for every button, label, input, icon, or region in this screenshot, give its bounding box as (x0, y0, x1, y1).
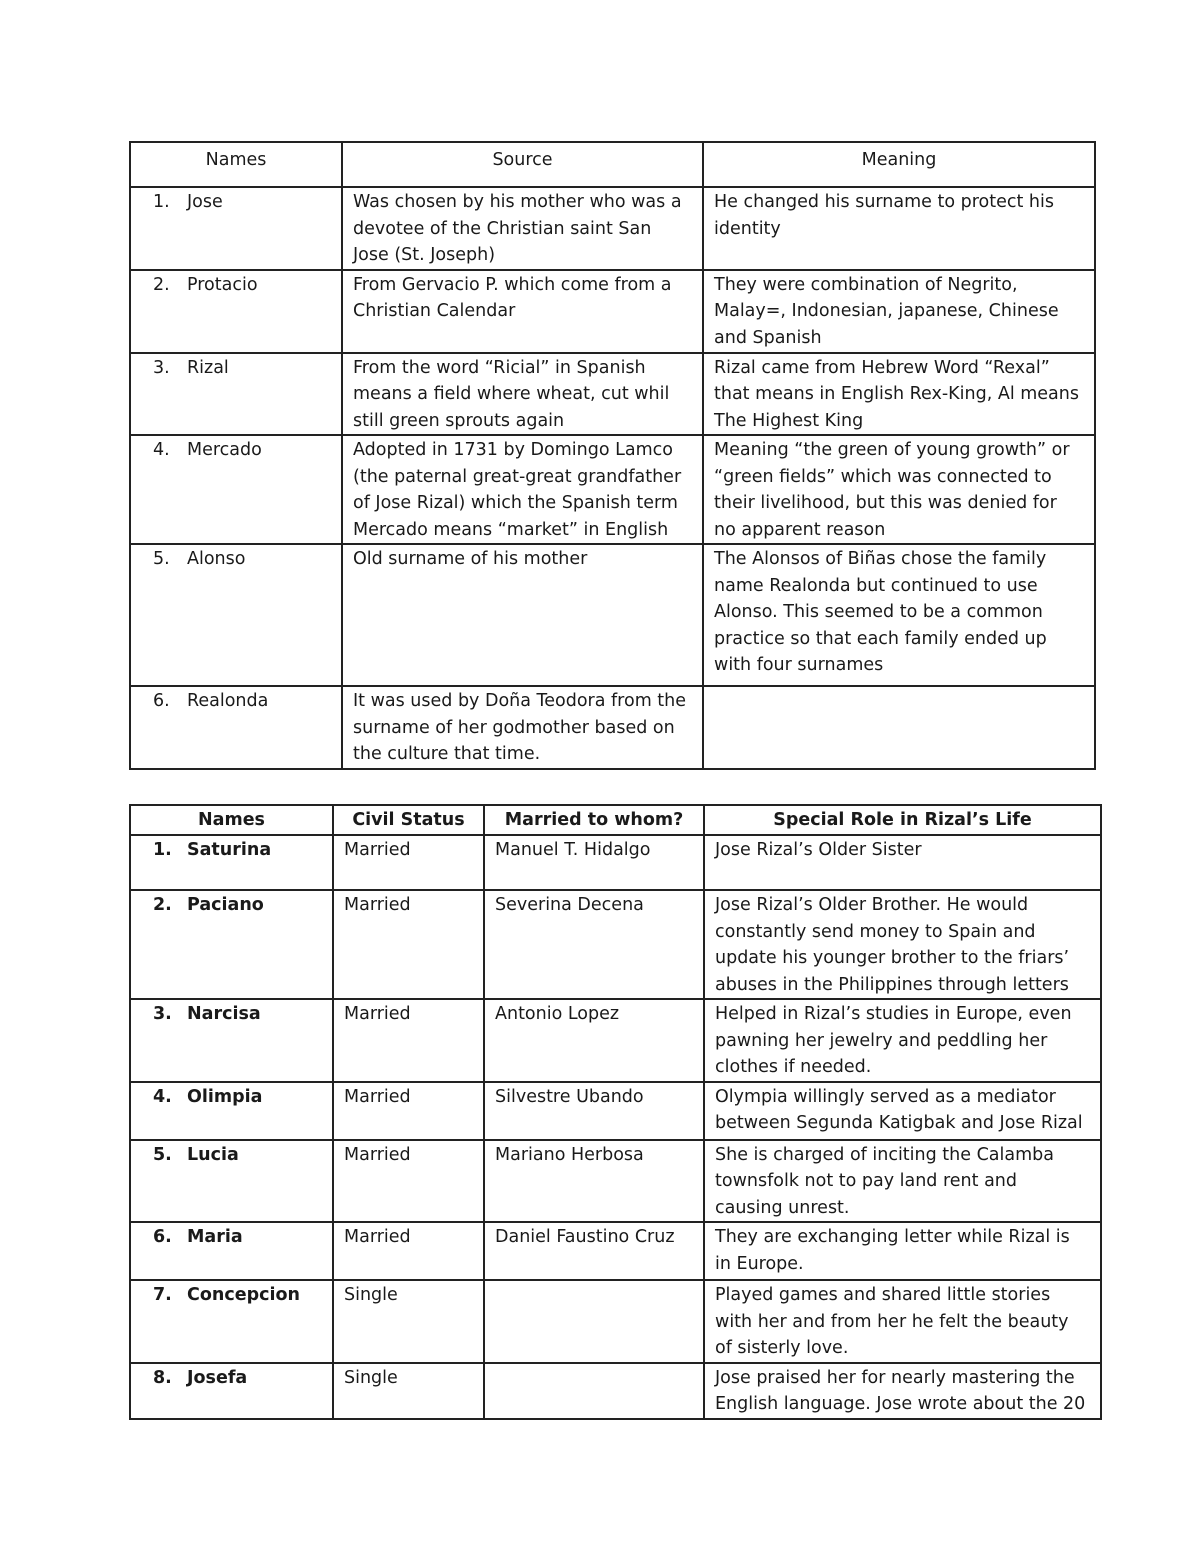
name-value: Concepcion (187, 1285, 300, 1305)
role-cell: Helped in Rizal’s studies in Europe, even pawning her jewelry and peddling her clothes if needed. (704, 999, 1101, 1082)
table-row (130, 187, 1095, 270)
status-cell: Married (333, 1140, 484, 1223)
row-number: 3. (153, 357, 170, 378)
row-number: 1. (153, 840, 172, 860)
role-cell: They are exchanging letter while Rizal is in Europe. (704, 1222, 1101, 1280)
spouse-cell: Antonio Lopez (484, 999, 704, 1082)
name-cell (130, 686, 342, 769)
name-cell (130, 1222, 333, 1280)
source-cell: It was used by Doña Teodora from the surname of her godmother based on the culture that time. (342, 686, 703, 769)
meaning-cell: Meaning “the green of young growth” or “green fields” which was connected to their livelihood, but this was denied for no apparent reason (703, 435, 1095, 544)
table-row (130, 270, 1095, 353)
role-cell: Jose praised her for nearly mastering the English language. Jose wrote about the 20 (704, 1363, 1101, 1419)
status-cell: Married (333, 1222, 484, 1280)
name-value: Paciano (187, 895, 264, 915)
row-number: 5. (153, 549, 170, 569)
name-value: Mercado (187, 440, 262, 460)
name-value: Lucia (187, 1144, 239, 1165)
header-special-role: Special Role in Rizal’s Life (704, 805, 1101, 835)
header-married-to: Married to whom? (484, 805, 704, 835)
role-cell: Jose Rizal’s Older Sister (704, 835, 1101, 890)
status-cell: Married (333, 835, 484, 890)
header-meaning: Meaning (703, 142, 1095, 187)
row-number: 6. (153, 1227, 172, 1247)
role-cell: Olympia willingly served as a mediator between Segunda Katigbak and Jose Rizal (704, 1082, 1101, 1140)
row-number: 1. (153, 192, 170, 212)
meaning-cell: The Alonsos of Biñas chose the family name Realonda but continued to use Alonso. This seemed to be a common practice so that each family ended up with four surnames (703, 544, 1095, 686)
spouse-cell: Silvestre Ubando (484, 1082, 704, 1140)
table-row (130, 999, 1101, 1082)
status-cell: Single (333, 1363, 484, 1419)
name-cell (130, 999, 333, 1082)
source-cell: Old surname of his mother (342, 544, 703, 686)
role-cell: She is charged of inciting the Calamba townsfolk not to pay land rent and causing unrest. (704, 1140, 1101, 1223)
name-value: Jose (187, 192, 223, 212)
spouse-cell (484, 1280, 704, 1363)
meaning-cell: He changed his surname to protect his identity (703, 187, 1095, 270)
table-row (130, 544, 1095, 686)
row-number: 3. (153, 1004, 172, 1024)
table-row (130, 1140, 1101, 1223)
name-cell (130, 353, 342, 436)
name-cell (130, 890, 333, 999)
table-row (130, 435, 1095, 544)
header-names: Names (130, 805, 333, 835)
name-cell (130, 1280, 333, 1363)
status-cell: Single (333, 1280, 484, 1363)
spouse-cell: Mariano Herbosa (484, 1140, 704, 1223)
name-cell (130, 1140, 333, 1223)
row-number: 4. (153, 440, 170, 460)
row-number: 2. (153, 274, 170, 295)
status-cell: Married (333, 1082, 484, 1140)
source-cell: From the word “Ricial” in Spanish means a field where wheat, cut whil still green sprouts again (342, 353, 703, 436)
table-row (130, 890, 1101, 999)
table-row (130, 353, 1095, 436)
row-number: 6. (153, 691, 170, 711)
header-civil-status: Civil Status (333, 805, 484, 835)
row-number: 5. (153, 1144, 172, 1165)
name-value: Maria (187, 1227, 243, 1247)
name-value: Alonso (187, 549, 246, 569)
name-cell (130, 835, 333, 890)
status-cell: Married (333, 999, 484, 1082)
name-value: Realonda (187, 691, 269, 711)
name-value: Rizal (187, 357, 229, 378)
spouse-cell: Manuel T. Hidalgo (484, 835, 704, 890)
name-cell (130, 187, 342, 270)
table-row (130, 835, 1101, 890)
role-cell: Jose Rizal’s Older Brother. He would constantly send money to Spain and update his younger brother to the friars’ abuses in the Philippines through letters (704, 890, 1101, 999)
name-cell (130, 435, 342, 544)
meaning-cell: Rizal came from Hebrew Word “Rexal” that means in English Rex-King, Al means The Highest King (703, 353, 1095, 436)
header-source: Source (342, 142, 703, 187)
siblings-table (129, 804, 1102, 1420)
role-cell: Played games and shared little stories with her and from her he felt the beauty of sisterly love. (704, 1280, 1101, 1363)
name-value: Narcisa (187, 1004, 261, 1024)
name-value: Protacio (187, 274, 258, 295)
table-row (130, 1222, 1101, 1280)
spouse-cell (484, 1363, 704, 1419)
table-row (130, 1082, 1101, 1140)
name-cell (130, 544, 342, 686)
table-row (130, 686, 1095, 769)
name-value: Josefa (187, 1367, 248, 1388)
name-value: Saturina (187, 840, 272, 860)
table-row (130, 1280, 1101, 1363)
names-table (129, 141, 1096, 770)
row-number: 2. (153, 895, 172, 915)
spouse-cell: Severina Decena (484, 890, 704, 999)
header-names: Names (130, 142, 342, 187)
meaning-cell (703, 686, 1095, 769)
source-cell: Was chosen by his mother who was a devotee of the Christian saint San Jose (St. Joseph) (342, 187, 703, 270)
name-cell (130, 1082, 333, 1140)
status-cell: Married (333, 890, 484, 999)
spouse-cell: Daniel Faustino Cruz (484, 1222, 704, 1280)
table-row (130, 1363, 1101, 1419)
source-cell: Adopted in 1731 by Domingo Lamco (the paternal great-great grandfather of Jose Rizal) which the Spanish term Mercado means “market” in English (342, 435, 703, 544)
row-number: 8. (153, 1367, 172, 1388)
name-cell (130, 1363, 333, 1419)
row-number: 4. (153, 1086, 172, 1107)
meaning-cell: They were combination of Negrito, Malay=, Indonesian, japanese, Chinese and Spanish (703, 270, 1095, 353)
source-cell: From Gervacio P. which come from a Christian Calendar (342, 270, 703, 353)
name-value: Olimpia (187, 1086, 263, 1107)
row-number: 7. (153, 1285, 172, 1305)
name-cell (130, 270, 342, 353)
